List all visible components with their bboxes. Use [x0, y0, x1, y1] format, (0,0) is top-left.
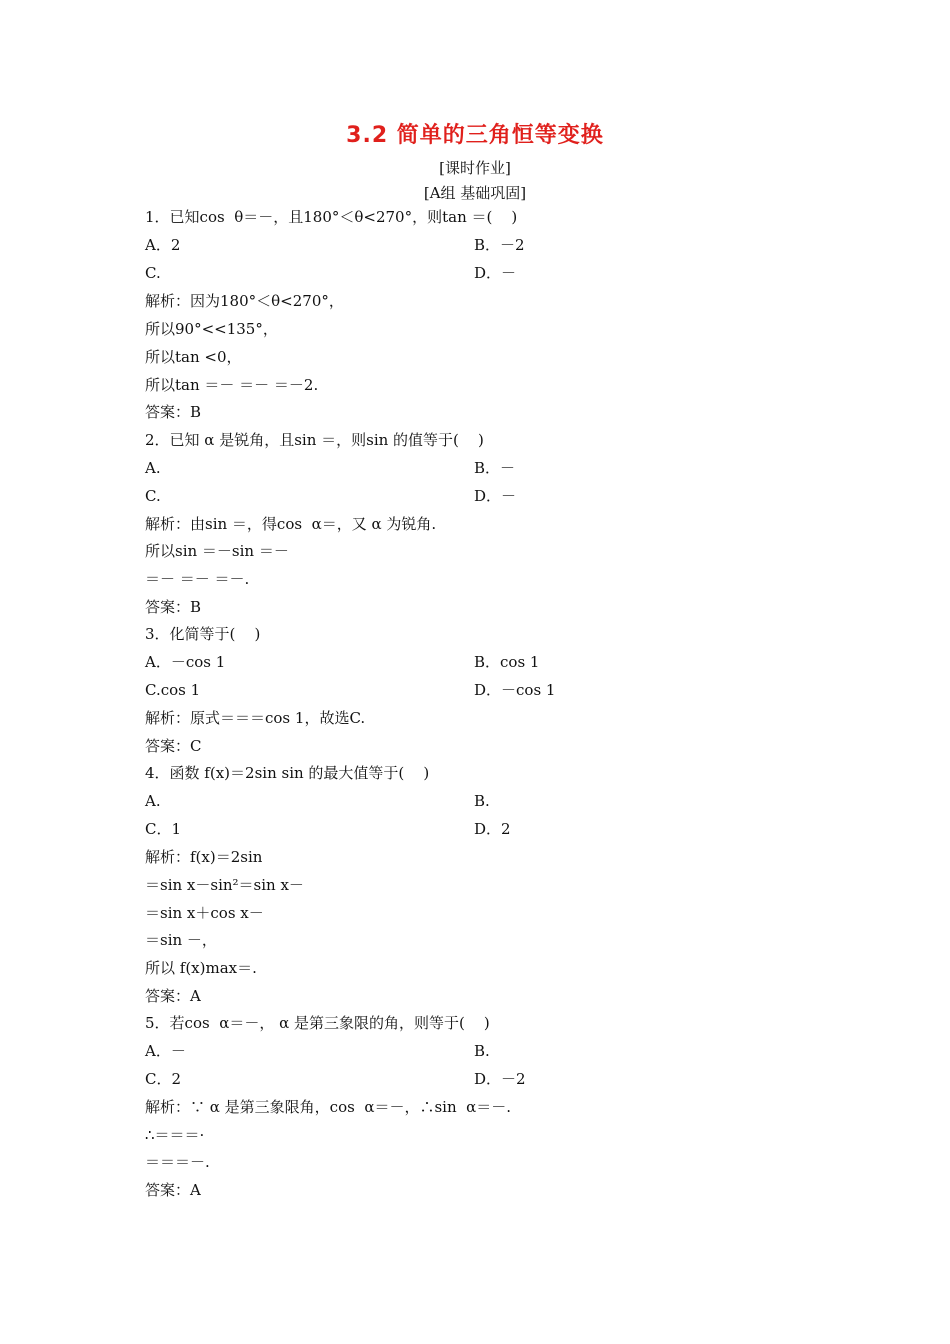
option-right: D．－cos 1 — [474, 681, 556, 699]
text-line: A．－ — [145, 1042, 186, 1060]
text-line: A．2 — [145, 236, 181, 254]
text-line: 2．已知 α 是锐角，且sin ＝，则sin 的值等于( ) — [145, 431, 484, 449]
text-line: ∴＝＝＝· — [145, 1126, 205, 1144]
text-line: 解析：由sin ＝，得cos α＝，又 α 为锐角. — [145, 515, 437, 533]
text-line: ＝－ ＝－ ＝－. — [145, 570, 250, 588]
page-title: 3.2 简单的三角恒等变换 — [346, 123, 604, 148]
text-line: 所以90°<<135°， — [145, 320, 278, 338]
option-right: D．－ — [474, 487, 517, 505]
text-line: 解析：∵ α 是第三象限角，cos α＝－，∴sin α＝－. — [145, 1098, 512, 1116]
text-line: 解析：原式＝＝＝cos 1，故选C. — [145, 709, 366, 727]
option-right: B. — [474, 1042, 490, 1060]
text-line: 答案：A — [145, 1181, 201, 1199]
option-right: B．cos 1 — [474, 653, 540, 671]
text-line: 解析：因为180°＜θ<270°， — [145, 292, 344, 310]
option-right: B. — [474, 792, 490, 810]
option-right: B．－ — [474, 459, 516, 477]
text-line: ＝sin x＋cos x－ — [145, 904, 264, 922]
text-line: ＝sin －， — [145, 931, 217, 949]
text-line: 答案：A — [145, 987, 201, 1005]
text-line: A．－cos 1 — [145, 653, 226, 671]
text-line: 答案：B — [145, 598, 202, 616]
option-right: B．－2 — [474, 236, 525, 254]
text-line: 所以 f(x)max＝. — [145, 959, 257, 977]
text-line: C. — [145, 487, 161, 505]
text-line: C．2 — [145, 1070, 182, 1088]
option-right: D．2 — [474, 820, 511, 838]
text-line: 4．函数 f(x)＝2sin sin 的最大值等于( ) — [145, 764, 430, 782]
text-line: 5．若cos α＝－， α 是第三象限的角，则等于( ) — [145, 1014, 490, 1032]
text-line: C.cos 1 — [145, 681, 201, 699]
text-line: 答案：B — [145, 403, 202, 421]
text-line: A. — [145, 792, 161, 810]
text-line: 答案：C — [145, 737, 202, 755]
text-line: 1．已知cos θ＝－，且180°＜θ<270°，则tan ＝( ) — [145, 208, 518, 226]
text-line: 所以sin ＝－sin ＝－ — [145, 542, 289, 560]
text-line: C．1 — [145, 820, 182, 838]
group-heading: [A组 基础巩固] — [423, 184, 527, 202]
text-line: 解析：f(x)＝2sin — [145, 848, 263, 866]
text-line: ＝sin x－sin²＝sin x－ — [145, 876, 304, 894]
text-line: 3．化简等于( ) — [145, 625, 261, 643]
option-right: D．－ — [474, 264, 517, 282]
subtitle: [课时作业] — [439, 159, 511, 177]
text-line: ＝＝＝－. — [145, 1153, 210, 1171]
text-line: 所以tan ＝－ ＝－ ＝－2. — [145, 376, 319, 394]
text-line: A. — [145, 459, 161, 477]
text-line: 所以tan <0， — [145, 348, 242, 366]
option-right: D．－2 — [474, 1070, 526, 1088]
text-line: C. — [145, 264, 161, 282]
